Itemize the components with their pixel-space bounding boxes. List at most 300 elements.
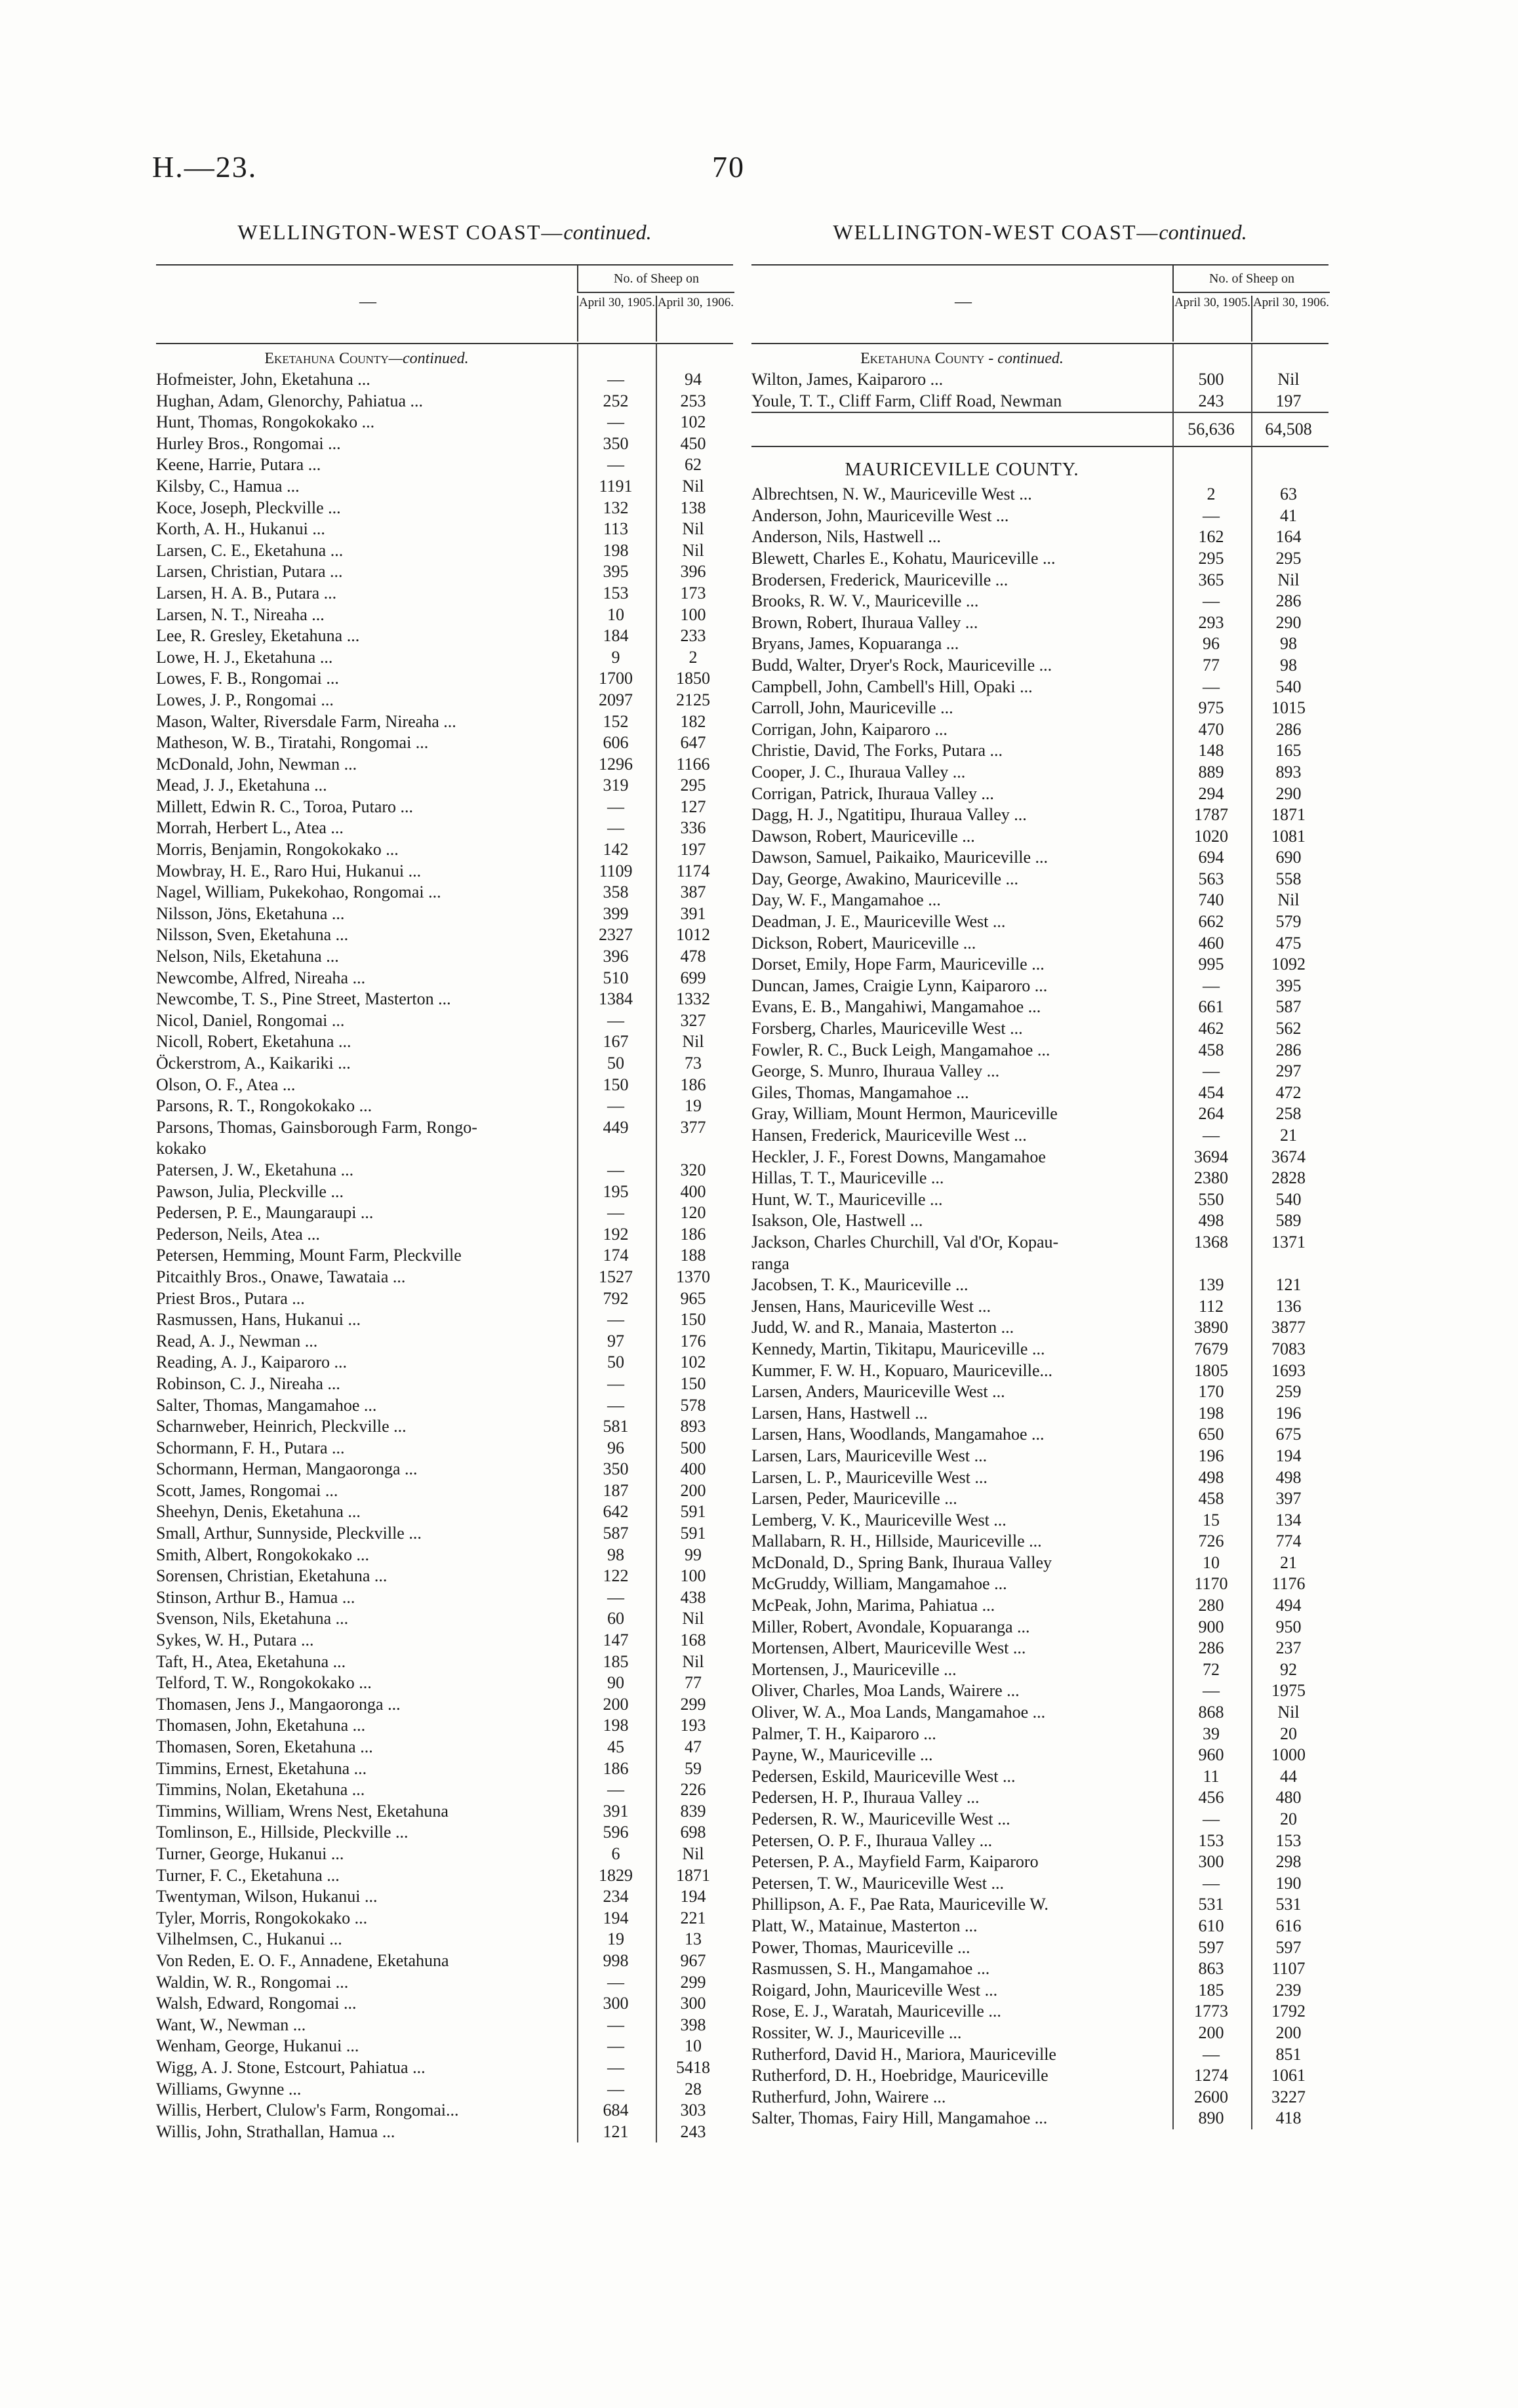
sheep-1906-cell: 591 (680, 1524, 706, 1543)
table-row (156, 818, 733, 839)
sheep-1905-cell: 531 (1198, 1895, 1224, 1914)
owner-name-cell: Mallabarn, R. H., Hillside, Mauriceville ... (751, 1531, 1042, 1551)
sheep-1906-cell: 295 (1275, 548, 1302, 568)
sheep-1905-cell: 147 (603, 1630, 629, 1650)
sheep-1905-cell: 900 (1198, 1617, 1224, 1636)
table-row (751, 1766, 1328, 1788)
sheep-1905-cell: 396 (603, 947, 629, 966)
owner-name-cell: ranga (751, 1253, 789, 1273)
left-col-1905-header: April 30, 1905. (577, 296, 656, 342)
sheep-1906-cell: Nil (682, 1651, 704, 1671)
sheep-1906-cell: 558 (1275, 869, 1302, 888)
owner-name-cell: Rutherfurd, John, Wairere ... (751, 2087, 946, 2106)
sheep-1905-cell: 2600 (1194, 2087, 1228, 2106)
right-column (751, 220, 1328, 2129)
table-row (751, 1168, 1328, 1189)
table-row (751, 2023, 1328, 2044)
table-row (156, 1908, 733, 1929)
owner-name-cell: Brown, Robert, Ihuraua Valley ... (751, 612, 978, 632)
sheep-1905-cell: — (607, 370, 624, 389)
table-row (156, 711, 733, 733)
owner-name-cell: Morrah, Herbert L., Atea ... (156, 818, 344, 838)
owner-name-cell: Small, Arthur, Sunnyside, Pleckville ... (156, 1524, 422, 1543)
table-row (751, 1980, 1328, 2002)
sheep-1905-cell: 606 (603, 733, 629, 753)
owner-name-cell: Rutherford, D. H., Hoebridge, Mauriceville (751, 2066, 1049, 2085)
table-row (156, 1138, 733, 1160)
sheep-1906-cell: Nil (1277, 370, 1300, 389)
table-row (751, 740, 1328, 762)
sheep-1905-cell: 694 (1198, 848, 1224, 867)
sheep-1905-cell: 1296 (599, 754, 633, 774)
owner-name-cell: Matheson, W. B., Tiratahi, Rongomai ... (156, 733, 429, 753)
owner-name-cell: Dorset, Emily, Hope Farm, Mauriceville ... (751, 955, 1045, 974)
sheep-1906-cell: 150 (680, 1310, 706, 1330)
sheep-1906-cell: 1012 (676, 925, 710, 945)
owner-name-cell: Corrigan, Patrick, Ihuraua Valley ... (751, 783, 994, 803)
sheep-1906-cell: 400 (680, 1181, 706, 1201)
sheep-1905-cell: 185 (1198, 1980, 1224, 2000)
sheep-1906-cell: 190 (1275, 1873, 1302, 1893)
sheep-1905-cell: 96 (1203, 634, 1220, 654)
owner-name-cell: Nilsson, Sven, Eketahuna ... (156, 925, 349, 945)
sheep-1905-cell: 167 (603, 1032, 629, 1052)
sheep-1906-cell: 196 (1275, 1403, 1302, 1423)
sheep-1906-cell: 438 (680, 1587, 706, 1607)
sheep-1906-cell: 19 (685, 1096, 702, 1116)
sheep-1905-cell: — (607, 1203, 624, 1223)
sheep-1905-cell: — (607, 2036, 624, 2056)
table-row (751, 954, 1328, 976)
sheep-1906-cell: 498 (1275, 1467, 1302, 1487)
sheep-1905-cell: 72 (1203, 1659, 1220, 1679)
sheep-1905-cell: 2380 (1194, 1168, 1228, 1188)
sheep-1905-cell: — (607, 818, 624, 838)
right-table-body (751, 344, 1328, 2129)
table-row (156, 540, 733, 562)
sheep-1906-cell: 41 (1280, 505, 1297, 525)
table-row (156, 1501, 733, 1523)
sheep-1905-cell: 995 (1198, 955, 1224, 974)
sheep-1906-cell: 450 (680, 433, 706, 453)
owner-name-cell: Dawson, Robert, Mauriceville ... (751, 826, 975, 846)
sheep-1905-cell: 7679 (1194, 1339, 1228, 1358)
sheep-1906-cell: 102 (680, 1352, 706, 1372)
table-row (156, 1587, 733, 1609)
table-row (156, 1095, 733, 1117)
table-row (751, 612, 1328, 634)
sheep-1906-cell: 127 (680, 797, 706, 816)
table-row (751, 911, 1328, 933)
owner-name-cell: Dawson, Samuel, Paikaiko, Mauriceville ... (751, 848, 1049, 867)
sheep-1905-cell: 184 (603, 626, 629, 646)
owner-name-cell: Millett, Edwin R. C., Toroa, Putaro ... (156, 797, 414, 816)
sheep-1906-cell: 295 (680, 776, 706, 795)
table-row (156, 1566, 733, 1587)
owner-name-cell: Pederson, Neils, Atea ... (156, 1224, 320, 1244)
sheep-1905-cell: 150 (603, 1075, 629, 1094)
table-row (156, 454, 733, 476)
table-row (751, 1787, 1328, 1809)
owner-name-cell: Day, George, Awakino, Mauriceville ... (751, 869, 1018, 888)
sheep-1906-cell: 327 (680, 1010, 706, 1030)
sheep-1906-cell: 1015 (1271, 698, 1306, 718)
sheep-1906-cell: 396 (680, 562, 706, 582)
owner-name-cell: Nicol, Daniel, Rongomai ... (156, 1010, 345, 1030)
owner-name-cell: Thomasen, Jens J., Mangaoronga ... (156, 1694, 401, 1714)
table-row (751, 1082, 1328, 1104)
sheep-1906-cell: 165 (1275, 741, 1302, 760)
table-row (156, 1822, 733, 1844)
sheep-1905-cell: 1527 (599, 1267, 633, 1286)
owner-name-cell: Telford, T. W., Rongokokako ... (156, 1673, 372, 1693)
sheep-1906-cell: 1174 (676, 861, 710, 880)
sheep-1906-cell: 418 (1275, 2108, 1302, 2128)
table-row (751, 1937, 1328, 1959)
table-row (156, 1844, 733, 1865)
sheep-1906-cell: 1107 (1271, 1959, 1306, 1979)
owner-name-cell: Larsen, Hans, Woodlands, Mangamahoe ... (751, 1425, 1045, 1444)
sheep-1906-cell: Nil (682, 540, 704, 560)
sheep-1905-cell: 10 (1203, 1552, 1220, 1572)
owner-name-cell: Hughan, Adam, Glenorchy, Pahiatua ... (156, 391, 423, 410)
sheep-1905-cell: 192 (603, 1224, 629, 1244)
sheep-1905-cell: 1109 (599, 861, 633, 880)
owner-name-cell: Morris, Benjamin, Rongokokako ... (156, 840, 399, 859)
sheep-1905-cell: 1829 (599, 1865, 633, 1885)
sheep-1906-cell: 531 (1275, 1895, 1302, 1914)
owner-name-cell: Rutherford, David H., Mariora, Mauriceville (751, 2044, 1056, 2064)
sheep-1906-cell: 100 (680, 604, 706, 624)
sheep-1905-cell (577, 1138, 654, 1160)
sheep-1905-cell: 863 (1198, 1959, 1224, 1979)
owner-name-cell: Salter, Thomas, Fairy Hill, Mangamahoe ... (751, 2108, 1048, 2128)
owner-name-cell: Schormann, F. H., Putara ... (156, 1438, 345, 1457)
owner-name-cell: Bryans, James, Kopuaranga ... (751, 634, 959, 654)
table-row (156, 690, 733, 711)
sheep-1905-cell: 498 (1198, 1211, 1224, 1231)
table-row (751, 1830, 1328, 1852)
sheep-1905-cell: 264 (1198, 1104, 1224, 1124)
sheep-1906-cell: 1792 (1271, 2002, 1306, 2021)
left-table-body (156, 344, 733, 2142)
table-row (156, 412, 733, 433)
sheep-1905-cell: 294 (1198, 783, 1224, 803)
sheep-1905-cell: 454 (1198, 1082, 1224, 1102)
sheep-1905-cell: 142 (603, 840, 629, 859)
sheep-1905-cell: 19 (607, 1929, 624, 1949)
sheep-1906-cell: 3227 (1271, 2087, 1306, 2106)
sheep-1905-cell: 456 (1198, 1788, 1224, 1807)
sheep-1905-cell: 458 (1198, 1040, 1224, 1059)
sheep-1905-cell: 132 (603, 498, 629, 517)
table-row (751, 933, 1328, 955)
owner-name-cell: Parsons, Thomas, Gainsborough Farm, Rongo- (156, 1117, 477, 1137)
sheep-1905-cell: 300 (603, 1994, 629, 2013)
table-row (156, 1608, 733, 1630)
table-row (156, 775, 733, 797)
left-column-title (156, 220, 733, 245)
owner-name-cell: Pedersen, R. W., Mauriceville West ... (751, 1809, 1010, 1828)
sheep-1906-cell: 150 (680, 1373, 706, 1393)
sheep-1905-cell: 1368 (1194, 1232, 1228, 1252)
table-row (751, 1189, 1328, 1211)
owner-name-cell: Willis, John, Strathallan, Hamua ... (156, 2122, 395, 2141)
sheep-1906-cell: 77 (685, 1673, 702, 1693)
sheep-1905-cell: — (607, 1373, 624, 1393)
sheep-1906-cell: 1871 (1271, 805, 1306, 825)
sheep-1905-cell: 194 (603, 1908, 629, 1927)
table-row (156, 1288, 733, 1310)
sheep-1905-cell: 550 (1198, 1189, 1224, 1209)
sheep-1905-cell: — (607, 1972, 624, 1992)
table-row (156, 1737, 733, 1758)
sheep-1906-cell: 59 (685, 1758, 702, 1778)
owner-name-cell: Newcombe, Alfred, Nireaha ... (156, 968, 366, 987)
owner-name-cell: Wilton, James, Kaiparoro ... (751, 370, 944, 389)
sheep-1906-cell: 10 (685, 2036, 702, 2056)
table-row (156, 1010, 733, 1032)
owner-name-cell: Priest Bros., Putara ... (156, 1288, 305, 1308)
table-row (156, 2079, 733, 2101)
sheep-1906-cell: 173 (680, 583, 706, 602)
sheep-1906-cell: 478 (680, 947, 706, 966)
right-title-text: WELLINGTON-WEST COAST— (833, 220, 1159, 244)
sheep-1905-cell: 153 (603, 583, 629, 602)
table-row (156, 1779, 733, 1801)
table-row (751, 505, 1328, 527)
table-row (156, 1117, 733, 1139)
sheep-1906-cell: 243 (680, 2122, 706, 2141)
owner-name-cell: George, S. Munro, Ihuraua Valley ... (751, 1061, 1000, 1081)
table-row (751, 1745, 1328, 1766)
sheep-1906-cell: 893 (680, 1417, 706, 1436)
table-row (751, 2001, 1328, 2023)
table-row (156, 1929, 733, 1950)
sheep-1905-cell: 3890 (1194, 1318, 1228, 1337)
sheep-1906-cell: 300 (680, 1994, 706, 2013)
table-row (156, 519, 733, 540)
sheep-1906-cell: 1081 (1271, 826, 1306, 846)
sheep-1906-cell: 967 (680, 1950, 706, 1970)
table-row (751, 484, 1328, 505)
table-row (751, 1317, 1328, 1339)
sheep-1906-cell: 3877 (1271, 1318, 1306, 1337)
owner-name-cell: Isakson, Ole, Hastwell ... (751, 1211, 923, 1231)
owner-name-cell: Anderson, John, Mauriceville West ... (751, 505, 1009, 525)
sheep-1905-cell: 185 (603, 1651, 629, 1671)
owner-name-cell: Gray, William, Mount Hermon, Mauriceville (751, 1104, 1058, 1124)
owner-name-cell: Nicoll, Robert, Eketahuna ... (156, 1032, 351, 1052)
mauriceville-county-heading: MAURICEVILLE COUNTY. (845, 460, 1079, 481)
owner-name-cell: Petersen, T. W., Mauriceville West ... (751, 1873, 1004, 1893)
owner-name-cell: Youle, T. T., Cliff Farm, Cliff Road, Newman (751, 391, 1062, 410)
table-row (751, 976, 1328, 997)
table-row (751, 526, 1328, 548)
table-row (751, 677, 1328, 698)
sheep-1906-cell: 480 (1275, 1788, 1302, 1807)
sheep-1905-cell: 610 (1198, 1916, 1224, 1935)
table-row (751, 1958, 1328, 1980)
sheep-1906-cell: Nil (682, 1844, 704, 1863)
table-row (156, 1438, 733, 1459)
sheep-1905-cell: 391 (603, 1801, 629, 1821)
table-row (156, 1865, 733, 1887)
sheep-1905-cell: 1700 (599, 669, 633, 688)
table-row (156, 732, 733, 754)
table-row (751, 1424, 1328, 1446)
sheep-1905-cell: — (607, 1395, 624, 1415)
table-row (156, 1459, 733, 1480)
sheep-1905-cell: 358 (603, 882, 629, 902)
sheep-1905-cell: — (1203, 976, 1220, 995)
table-row (156, 989, 733, 1010)
table-row (156, 1545, 733, 1566)
table-row (156, 903, 733, 925)
table-row (156, 1160, 733, 1181)
sheep-1905-cell: — (1203, 677, 1220, 696)
sheep-1905-cell: 868 (1198, 1703, 1224, 1722)
sheep-1905-cell: — (607, 1160, 624, 1179)
sheep-1905-cell: — (607, 1010, 624, 1030)
sheep-1906-cell: 591 (680, 1502, 706, 1522)
table-row (751, 1018, 1328, 1040)
sheep-1905-cell: — (607, 412, 624, 432)
sheep-1905-cell: 60 (607, 1609, 624, 1628)
sheep-1905-cell: 200 (1198, 2023, 1224, 2042)
table-row (156, 1075, 733, 1096)
sheep-1906-cell: 597 (1275, 1937, 1302, 1957)
sheep-1906-cell: Nil (682, 1609, 704, 1628)
sheep-1905-cell: 350 (603, 433, 629, 453)
table-row (751, 1274, 1328, 1296)
owner-name-cell: Miller, Robert, Avondale, Kopuaranga ... (751, 1617, 1030, 1636)
sheep-1906-cell: 540 (1275, 1189, 1302, 1209)
sheep-1906-cell: 186 (680, 1224, 706, 1244)
sheep-1905-cell: — (1203, 1126, 1220, 1145)
table-row (156, 2100, 733, 2122)
owner-name-cell: Williams, Gwynne ... (156, 2079, 302, 2099)
owner-name-cell: Kilsby, C., Hamua ... (156, 476, 300, 496)
sheep-1905-cell: 449 (603, 1117, 629, 1137)
owner-name-cell: Rossiter, W. J., Mauriceville ... (751, 2023, 962, 2042)
table-row (156, 2036, 733, 2057)
table-row (751, 1595, 1328, 1617)
owner-name-cell: Lee, R. Gresley, Eketahuna ... (156, 626, 360, 646)
sheep-1905-cell: — (607, 797, 624, 816)
sheep-1906-cell: 47 (685, 1737, 702, 1756)
table-row (751, 1210, 1328, 1232)
table-row (156, 946, 733, 968)
sheep-1906-cell: 647 (680, 733, 706, 753)
sheep-1905-cell: 1020 (1194, 826, 1228, 846)
owner-name-cell: Dickson, Robert, Mauriceville ... (751, 933, 976, 953)
owner-name-cell: Larsen, Hans, Hastwell ... (751, 1403, 928, 1423)
table-row (156, 754, 733, 776)
table-row (751, 1147, 1328, 1168)
owner-name-cell: Tyler, Morris, Rongokokako ... (156, 1908, 368, 1927)
sheep-1906-cell: 194 (1275, 1446, 1302, 1465)
right-county-name: Eketahuna County (860, 350, 985, 367)
sheep-1905-cell: — (607, 1096, 624, 1116)
table-row (751, 1659, 1328, 1681)
table-row (156, 1395, 733, 1417)
owner-name-cell: Dagg, H. J., Ngatitipu, Ihuraua Valley ... (751, 805, 1027, 825)
owner-name-cell: Larsen, Anders, Mauriceville West ... (751, 1382, 1005, 1402)
owner-name-cell: Hurley Bros., Rongomai ... (156, 433, 341, 453)
sheep-1905-cell: 462 (1198, 1019, 1224, 1038)
owner-name-cell: Petersen, Hemming, Mount Farm, Pleckville (156, 1246, 462, 1265)
owner-name-cell: Judd, W. and R., Manaia, Masterton ... (751, 1318, 1014, 1337)
sheep-1906-cell: 136 (1275, 1296, 1302, 1316)
table-row (156, 1672, 733, 1694)
right-county-continued: - continued. (984, 350, 1064, 367)
table-row (156, 839, 733, 861)
sheep-1906-cell: 1092 (1271, 955, 1306, 974)
left-county-subheading (156, 344, 733, 369)
table-row (751, 1638, 1328, 1659)
owner-name-cell: Nilsson, Jöns, Eketahuna ... (156, 903, 345, 923)
sheep-1906-cell: Nil (1277, 1703, 1300, 1722)
owner-name-cell: Cooper, J. C., Ihuraua Valley ... (751, 762, 966, 781)
sheep-1905-cell: 500 (1198, 370, 1224, 389)
right-main-rows (751, 484, 1328, 2129)
owner-name-cell: Svenson, Nils, Eketahuna ... (156, 1609, 349, 1628)
sheep-1905-cell: 460 (1198, 933, 1224, 953)
table-row (156, 1202, 733, 1224)
table-row (751, 1531, 1328, 1552)
table-row (156, 647, 733, 669)
right-col-1905-header: April 30, 1905. (1172, 296, 1251, 342)
owner-name-cell: Lowe, H. J., Eketahuna ... (156, 647, 333, 667)
sheep-1905-cell: 153 (1198, 1830, 1224, 1850)
sheep-1906-cell: 94 (685, 370, 702, 389)
sheep-1906-cell: 1166 (676, 754, 710, 774)
sheep-1906-cell: 186 (680, 1075, 706, 1094)
table-row (156, 1416, 733, 1438)
sheep-1905-cell: 597 (1198, 1937, 1224, 1957)
owner-name-cell: Hofmeister, John, Eketahuna ... (156, 370, 370, 389)
owner-name-cell: Thomasen, John, Eketahuna ... (156, 1716, 366, 1735)
sheep-1905-cell: 350 (603, 1459, 629, 1479)
right-sheep-group-header: No. of Sheep on (1172, 266, 1330, 293)
sheep-1905-cell: — (607, 455, 624, 475)
sheep-1905-cell: 293 (1198, 612, 1224, 632)
owner-name-cell: Power, Thomas, Mauriceville ... (751, 1937, 970, 1957)
owner-name-cell: Tomlinson, E., Hillside, Pleckville ... (156, 1823, 409, 1842)
sheep-1905-cell: 510 (603, 968, 629, 987)
sheep-1906-cell: 62 (685, 455, 702, 475)
owner-name-cell: Jacobsen, T. K., Mauriceville ... (751, 1275, 969, 1295)
table-row (156, 433, 733, 455)
left-county-continued: —continued. (388, 350, 469, 367)
table-row (156, 1651, 733, 1673)
sheep-1906-cell: 259 (1275, 1382, 1302, 1402)
table-row (751, 1232, 1328, 1253)
sheep-1906-cell: 391 (680, 903, 706, 923)
right-county-subheading (751, 344, 1328, 369)
owner-name-cell: Blewett, Charles E., Kohatu, Mauriceville ... (751, 548, 1056, 568)
owner-name-cell: Lowes, F. B., Rongomai ... (156, 669, 339, 688)
owner-name-cell: Taft, H., Atea, Eketahuna ... (156, 1651, 346, 1671)
left-title-text: WELLINGTON-WEST COAST— (237, 220, 564, 244)
owner-name-cell: Pedersen, Eskild, Mauriceville West ... (751, 1766, 1016, 1786)
sheep-1905-cell: — (607, 1780, 624, 1800)
sheep-1906-cell: 176 (680, 1331, 706, 1351)
owner-name-cell: Öckerstrom, A., Kaikariki ... (156, 1054, 351, 1073)
owner-name-cell: Rasmussen, Hans, Hukanui ... (156, 1310, 361, 1330)
owner-name-cell: Nelson, Nils, Eketahuna ... (156, 947, 339, 966)
